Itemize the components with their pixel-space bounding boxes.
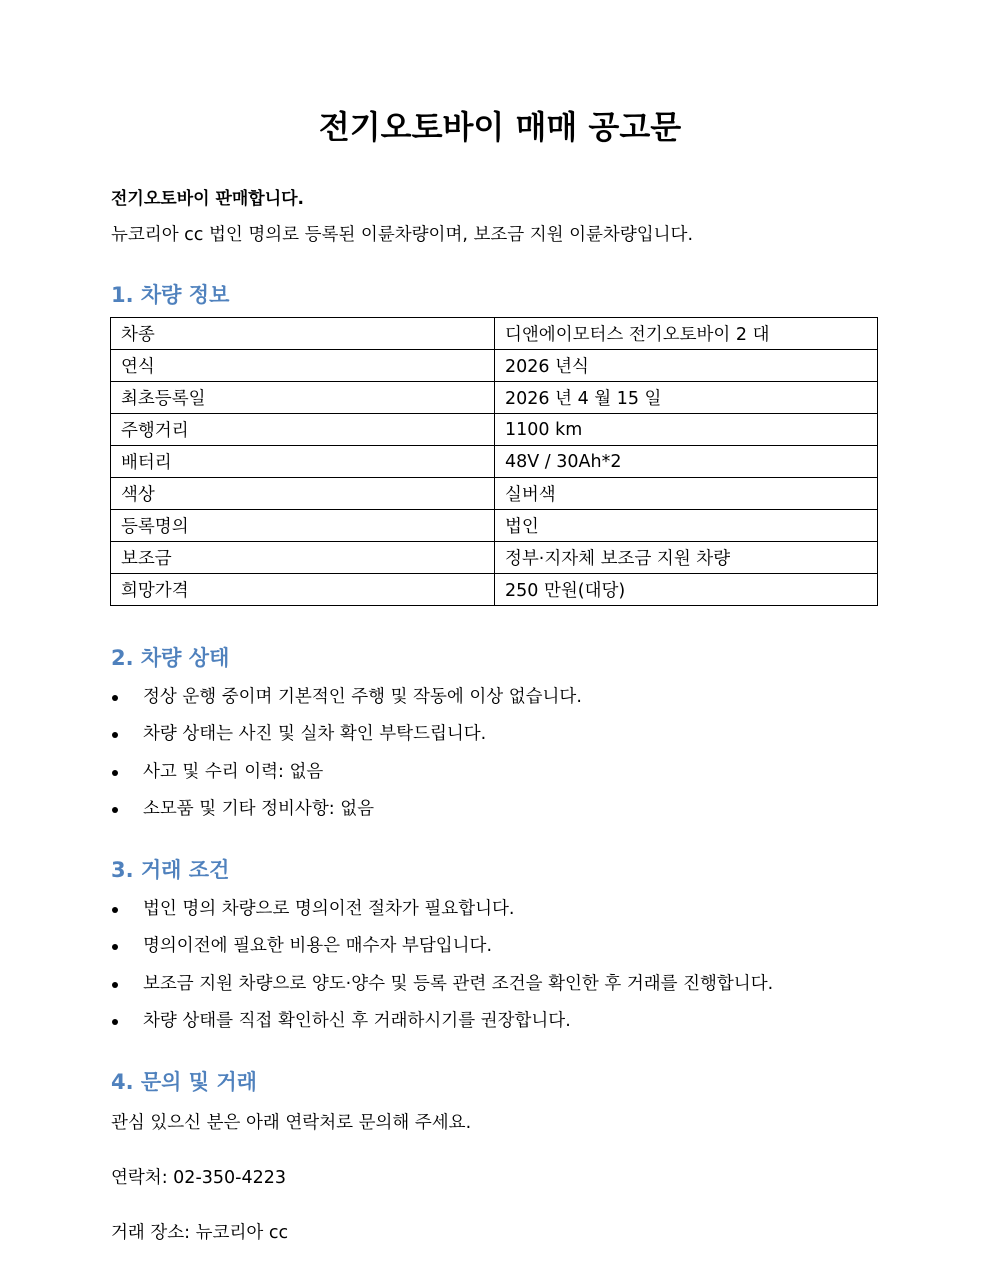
table-row xyxy=(111,318,878,350)
table-row xyxy=(111,350,878,382)
table-cell-label: 등록명의 xyxy=(111,510,495,542)
table-cell-label: 색상 xyxy=(111,478,495,510)
trade-place: 거래 장소: 뉴코리아 cc xyxy=(111,1223,289,1243)
list-item: 사고 및 수리 이력: 없음 xyxy=(111,761,582,798)
condition-list xyxy=(111,686,582,835)
table-cell-value: 디앤에이모터스 전기오토바이 2 대 xyxy=(495,318,878,350)
table-cell-value: 정부·지자체 보조금 지원 차량 xyxy=(495,542,878,574)
table-row xyxy=(111,510,878,542)
table-cell-label: 차종 xyxy=(111,318,495,350)
contact-invite: 관심 있으신 분은 아래 연락처로 문의해 주세요. xyxy=(111,1113,472,1133)
table-cell-label: 연식 xyxy=(111,350,495,382)
list-item: 명의이전에 필요한 비용은 매수자 부담입니다. xyxy=(111,935,773,972)
table-row xyxy=(111,382,878,414)
section-heading-vehicle-info: 1. 차량 정보 xyxy=(111,283,230,307)
table-row xyxy=(111,574,878,606)
table-cell-value: 실버색 xyxy=(495,478,878,510)
table-cell-value: 법인 xyxy=(495,510,878,542)
table-cell-label: 최초등록일 xyxy=(111,382,495,414)
section-heading-vehicle-condition: 2. 차량 상태 xyxy=(111,646,230,670)
list-item: 소모품 및 기타 정비사항: 없음 xyxy=(111,798,582,835)
table-cell-value: 1100 km xyxy=(495,414,878,446)
terms-list xyxy=(111,898,773,1047)
table-cell-label: 배터리 xyxy=(111,446,495,478)
intro-paragraph: 뉴코리아 cc 법인 명의로 등록된 이륜차량이며, 보조금 지원 이륜차량입니다. xyxy=(111,225,694,245)
table-row xyxy=(111,414,878,446)
table-cell-value: 48V / 30Ah*2 xyxy=(495,446,878,478)
list-item: 보조금 지원 차량으로 양도·양수 및 등록 관련 조건을 확인한 후 거래를 진행합니다. xyxy=(111,973,773,1010)
section-heading-trade-terms: 3. 거래 조건 xyxy=(111,858,230,882)
list-item: 법인 명의 차량으로 명의이전 절차가 필요합니다. xyxy=(111,898,773,935)
table-cell-label: 희망가격 xyxy=(111,574,495,606)
table-row xyxy=(111,478,878,510)
list-item: 차량 상태는 사진 및 실차 확인 부탁드립니다. xyxy=(111,723,582,760)
table-cell-value: 250 만원(대당) xyxy=(495,574,878,606)
vehicle-info-table xyxy=(110,317,878,606)
table-cell-label: 주행거리 xyxy=(111,414,495,446)
table-cell-value: 2026 년식 xyxy=(495,350,878,382)
sale-subtitle: 전기오토바이 판매합니다. xyxy=(111,189,305,209)
section-heading-contact: 4. 문의 및 거래 xyxy=(111,1070,257,1094)
table-row xyxy=(111,542,878,574)
table-row xyxy=(111,446,878,478)
table-cell-value: 2026 년 4 월 15 일 xyxy=(495,382,878,414)
table-cell-label: 보조금 xyxy=(111,542,495,574)
page-title: 전기오토바이 매매 공고문 xyxy=(318,108,682,146)
contact-phone: 연락처: 02-350-4223 xyxy=(111,1168,287,1188)
list-item: 정상 운행 중이며 기본적인 주행 및 작동에 이상 없습니다. xyxy=(111,686,582,723)
list-item: 차량 상태를 직접 확인하신 후 거래하시기를 권장합니다. xyxy=(111,1010,773,1047)
